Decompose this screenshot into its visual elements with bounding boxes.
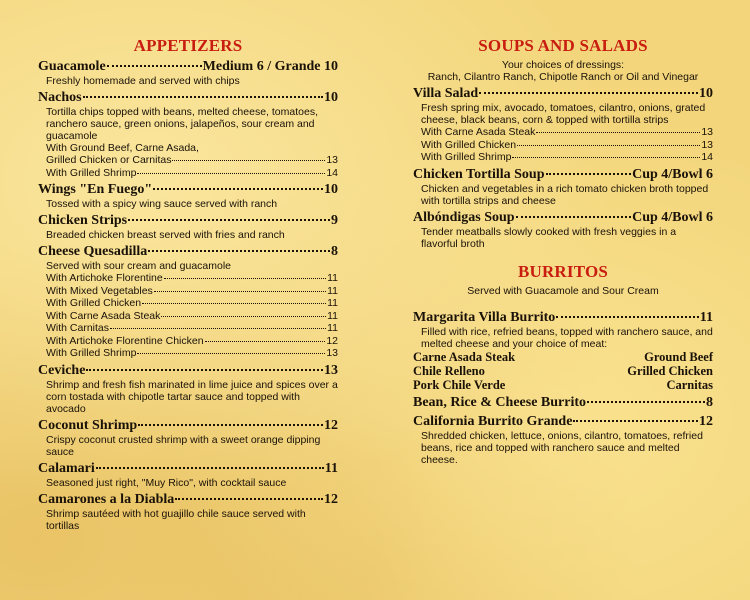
- sub-intro: With Ground Beef, Carne Asada,: [46, 142, 199, 154]
- menu-item-camarones: [38, 492, 338, 532]
- sub-option-name: With Carnitas: [46, 322, 110, 334]
- sub-option: [38, 347, 338, 360]
- item-name: Villa Salad: [413, 86, 479, 101]
- leader-dots: [83, 96, 323, 98]
- item-price: 9: [331, 213, 338, 228]
- sub-option: [38, 285, 338, 298]
- menu-item-cheese-quesadilla: [38, 244, 338, 360]
- appetizers-section: [38, 36, 338, 532]
- item-name: Chicken Strips: [38, 213, 128, 228]
- sub-option-price: 11: [327, 272, 338, 284]
- item-description: Tender meatballs slowly cooked with fresh veggies in a flavorful broth: [421, 225, 677, 250]
- item-price: 10: [699, 86, 713, 101]
- item-name: Camarones a la Diabla: [38, 491, 175, 507]
- sub-option-price: 13: [701, 126, 713, 138]
- item-price: Medium 6 / Grande 10: [202, 59, 338, 74]
- item-description: Served with sour cream and guacamole: [46, 260, 232, 272]
- menu-item-bean-rice-cheese-burrito: [413, 395, 713, 411]
- menu-item-guacamole: [38, 59, 338, 87]
- leader-dots: [138, 424, 323, 426]
- dressing-intro: Your choices of dressings:: [501, 59, 625, 71]
- sub-option-name: With Grilled Chicken: [46, 297, 142, 309]
- menu-item-california-burrito: [413, 414, 713, 466]
- sub-option-price: 11: [327, 284, 338, 297]
- meat-option: Grilled Chicken: [627, 363, 713, 378]
- leader-dots: [479, 92, 698, 94]
- burritos-subtitle: Served with Guacamole and Sour Cream: [467, 284, 659, 297]
- menu-item-wings: [38, 182, 338, 210]
- leader-dots: [573, 420, 698, 422]
- sub-option-name: With Artichoke Florentine: [46, 272, 163, 284]
- leader-dots: [96, 467, 324, 469]
- meat-option: Carnitas: [666, 377, 713, 392]
- sub-option: [38, 154, 338, 167]
- sub-option-name: Grilled Chicken or Carnitas: [46, 154, 172, 166]
- leader-dots: [546, 173, 632, 175]
- sub-option: [413, 126, 713, 139]
- sub-option-name: With Grilled Shrimp: [46, 166, 137, 179]
- item-description: Shredded chicken, lettuce, onions, cilantro, tomatoes, refried beans, rice and topped with ranchero sauce and melted cheese.: [421, 429, 703, 466]
- item-name: Chicken Tortilla Soup: [413, 166, 545, 182]
- leader-dots: [148, 250, 330, 252]
- sub-option-name: With Grilled Shrimp: [46, 347, 137, 359]
- sub-option-price: 12: [326, 334, 338, 347]
- sub-option-price: 13: [326, 154, 338, 166]
- item-price: 11: [324, 460, 338, 476]
- item-price: 8: [706, 394, 713, 410]
- item-description: Filled with rice, refried beans, topped with ranchero sauce, and melted cheese and your choice of meat:: [421, 325, 713, 350]
- item-name: Wings "En Fuego": [38, 182, 153, 197]
- leader-dots: [175, 498, 323, 500]
- sub-option-price: 11: [327, 322, 338, 334]
- burritos-title: BURRITOS: [517, 261, 609, 281]
- menu-item-nachos: [38, 90, 338, 179]
- menu-item-coconut-shrimp: [38, 418, 338, 458]
- meat-option: Carne Asada Steak: [413, 349, 516, 364]
- sub-option: [38, 272, 338, 285]
- menu-item-chicken-strips: [38, 213, 338, 241]
- meat-option: Chile Relleno: [413, 363, 485, 378]
- item-name: Coconut Shrimp: [38, 417, 138, 433]
- item-description: Breaded chicken breast served with fries and ranch: [46, 229, 285, 241]
- sub-option: [38, 167, 338, 180]
- meat-option: Pork Chile Verde: [413, 377, 506, 392]
- item-description: Shrimp and fresh fish marinated in lime juice and spices over a corn tostada with chipotle tartar sauce and topped with avocado: [46, 378, 338, 415]
- leader-dots: [587, 401, 705, 403]
- meat-option: Ground Beef: [644, 349, 713, 364]
- menu-item-calamari: [38, 461, 338, 489]
- item-name: Nachos: [38, 90, 82, 105]
- leader-dots: [86, 369, 323, 371]
- menu-item-chicken-tortilla-soup: [413, 167, 713, 207]
- soups-salads-section: [413, 36, 713, 466]
- item-name: Calamari: [38, 460, 95, 476]
- leader-dots: [128, 219, 330, 221]
- sub-option: [38, 310, 338, 323]
- item-price: 12: [699, 413, 713, 429]
- leader-dots: [556, 316, 698, 318]
- sub-option: [413, 151, 713, 164]
- leader-dots: [153, 188, 323, 190]
- item-name: Cheese Quesadilla: [38, 244, 148, 259]
- item-price: 8: [331, 244, 338, 259]
- item-description: Crispy coconut crusted shrimp with a sweet orange dipping sauce: [46, 433, 321, 458]
- appetizers-title: APPETIZERS: [133, 36, 243, 55]
- menu-item-villa-salad: [413, 86, 713, 164]
- sub-option-name: With Mixed Vegetables: [46, 284, 153, 297]
- item-price: 12: [324, 491, 338, 507]
- sub-option: [413, 139, 713, 152]
- item-description: Freshly homemade and served with chips: [46, 75, 240, 87]
- leader-dots: [107, 65, 202, 67]
- item-price: 13: [324, 362, 338, 378]
- item-price: 10: [324, 182, 338, 197]
- sub-option-name: With Carne Asada Steak: [421, 126, 536, 138]
- item-price: Cup 4/Bowl 6: [632, 209, 713, 225]
- sub-option-name: With Grilled Chicken: [421, 138, 517, 151]
- item-price: 11: [699, 309, 713, 325]
- sub-option: [38, 297, 338, 310]
- item-description: Shrimp sautéed with hot guajillo chile sauce served with tortillas: [46, 507, 306, 532]
- sub-option-price: 11: [327, 309, 338, 322]
- meat-choices: [413, 350, 713, 392]
- item-price: 12: [324, 417, 338, 433]
- sub-option-name: With Artichoke Florentine Chicken: [46, 334, 204, 347]
- sub-option: [38, 322, 338, 335]
- item-description: Fresh spring mix, avocado, tomatoes, cilantro, onions, grated cheese, black beans, corn & topped with tortilla strips: [421, 102, 706, 126]
- item-description: Tortilla chips topped with beans, melted cheese, tomatoes, ranchero sauce, green onions, jalapeños, sour cream and guacamole: [46, 106, 318, 142]
- menu-item-albondigas-soup: [413, 210, 713, 250]
- sub-option-price: 14: [701, 151, 713, 163]
- sub-option: [38, 335, 338, 348]
- item-name: Margarita Villa Burrito: [413, 309, 556, 325]
- item-name: California Burrito Grande: [413, 413, 573, 429]
- sub-option-price: 13: [701, 138, 713, 151]
- item-description: Seasoned just right, "Muy Rico", with cocktail sauce: [46, 476, 287, 489]
- sub-option-price: 11: [327, 297, 338, 309]
- item-description: Tossed with a spicy wing sauce served with ranch: [46, 198, 278, 210]
- menu-item-ceviche: [38, 363, 338, 415]
- item-name: Bean, Rice & Cheese Burrito: [413, 394, 587, 410]
- item-price: Cup 4/Bowl 6: [632, 166, 713, 182]
- sub-option-name: With Carne Asada Steak: [46, 309, 161, 322]
- soups-title: SOUPS AND SALADS: [478, 36, 648, 55]
- item-name: Albóndigas Soup: [413, 209, 515, 225]
- dressing-list: Ranch, Cilantro Ranch, Chipotle Ranch or Oil and Vinegar: [427, 71, 699, 83]
- item-name: Guacamole: [38, 59, 106, 74]
- sub-option-name: With Grilled Shrimp: [421, 151, 512, 163]
- item-name: Ceviche: [38, 362, 86, 378]
- item-description: Chicken and vegetables in a rich tomato chicken broth topped with tortilla strips and cheese: [421, 182, 709, 207]
- sub-option-price: 14: [326, 166, 338, 179]
- menu-item-margarita-villa-burrito: [413, 310, 713, 392]
- item-price: 10: [324, 90, 338, 105]
- leader-dots: [516, 216, 632, 218]
- sub-option-price: 13: [326, 347, 338, 359]
